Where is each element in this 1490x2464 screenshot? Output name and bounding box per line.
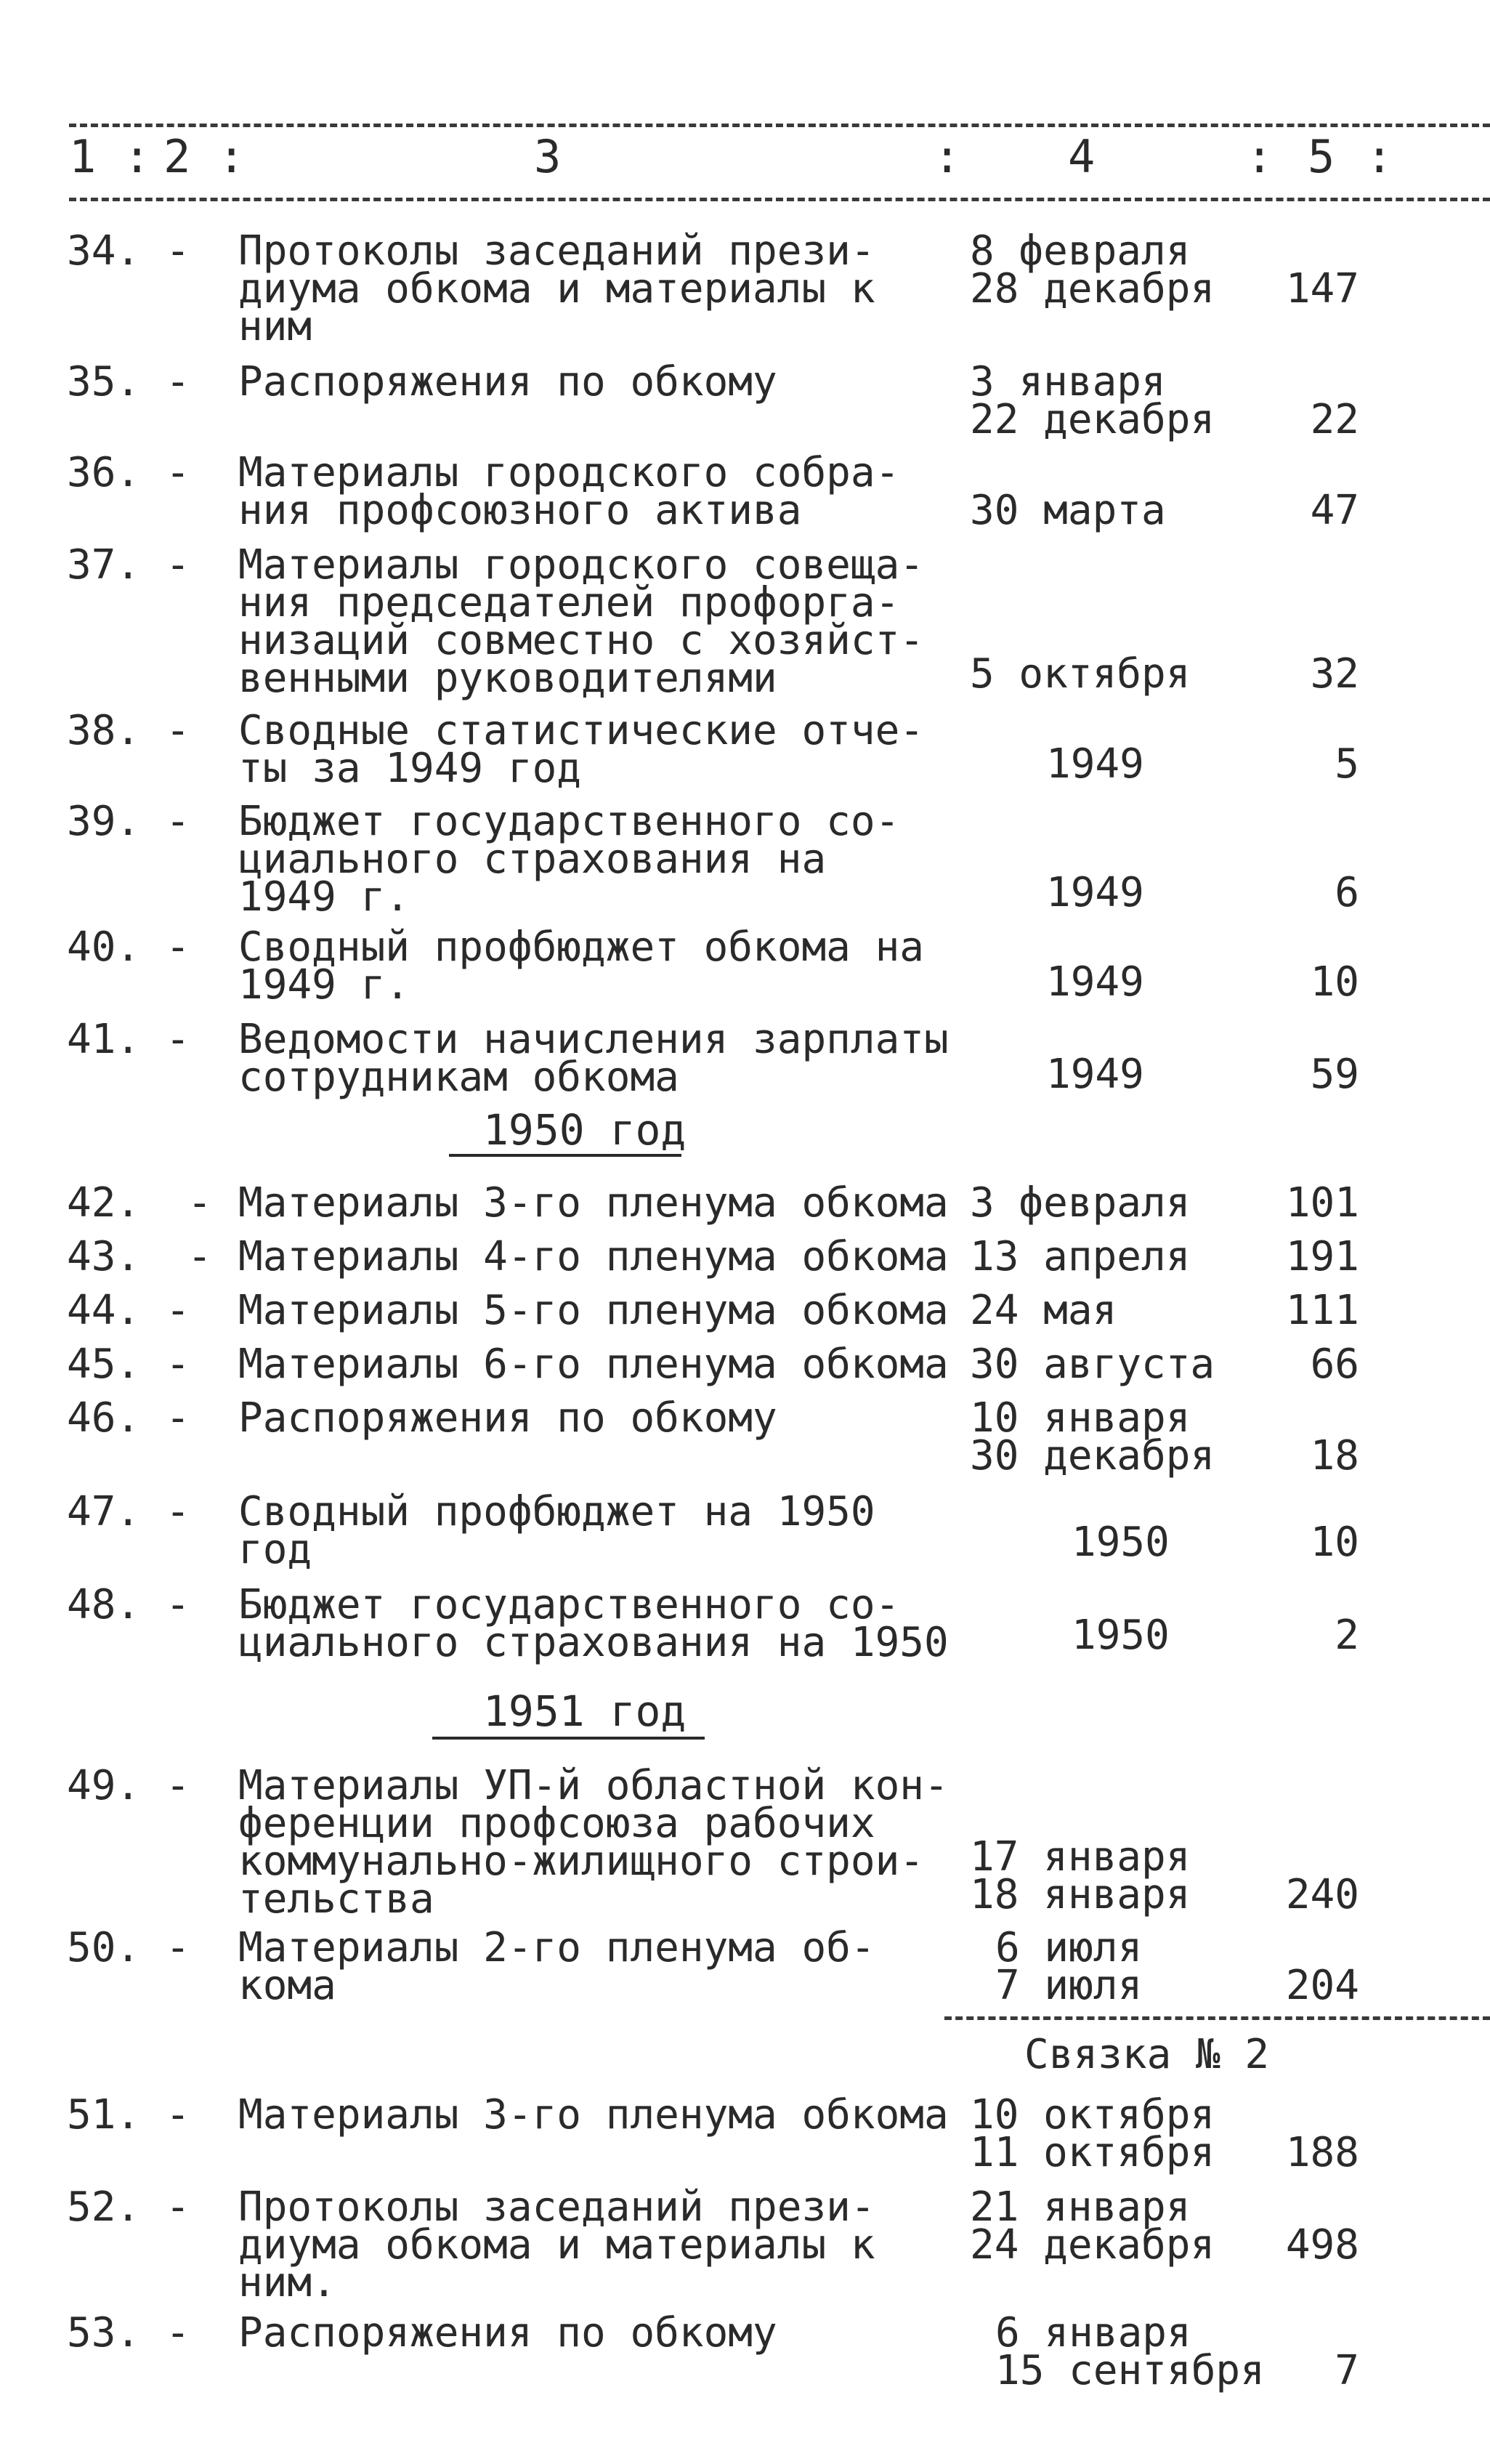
- row-count: 111: [1285, 1287, 1359, 1334]
- row-dates: 13 апреля: [970, 1233, 1191, 1280]
- row-number: 41.: [67, 1016, 141, 1063]
- row-dates: 1949: [1046, 1051, 1144, 1098]
- row-number: 49.: [67, 1762, 141, 1809]
- row-count: 10: [1310, 958, 1359, 1006]
- row-title: Материалы 6-го пленума обкома: [238, 1341, 949, 1388]
- row-title: Материалы 2-го пленума об- кома: [238, 1924, 875, 2009]
- row-number: 52.: [67, 2184, 141, 2231]
- bundle-label: Связка № 2: [1024, 2031, 1270, 2078]
- row-dates: 1949: [1046, 958, 1144, 1006]
- row-dash: -: [166, 707, 190, 754]
- row-dash: -: [166, 924, 190, 971]
- year-underline: [432, 1737, 705, 1740]
- row-dates: 1950: [1072, 1519, 1170, 1566]
- row-title: Материалы УП-й областной кон- ференции профсоюза рабочих коммунально-жилищного строи- тельства: [238, 1762, 949, 1923]
- row-count: 240: [1285, 1871, 1359, 1918]
- header-top-rule: [69, 124, 1490, 127]
- row-dash: -: [166, 1762, 190, 1809]
- row-number: 40.: [67, 924, 141, 971]
- row-title: Распоряжения по обкому: [238, 358, 777, 405]
- row-dash: -: [166, 358, 190, 405]
- row-dates: 6 июля 7 июля: [995, 1924, 1143, 2009]
- row-title: Распоряжения по обкому: [238, 2309, 777, 2356]
- header-col-4: 4: [1068, 130, 1096, 183]
- row-dash: -: [166, 1924, 190, 1971]
- row-count: 5: [1335, 740, 1359, 788]
- row-number: 34.: [67, 227, 141, 275]
- row-number: 45.: [67, 1341, 141, 1388]
- row-dash: -: [166, 1488, 190, 1535]
- row-number: 42.: [67, 1179, 141, 1227]
- row-dates: 3 января 22 декабря: [970, 358, 1215, 443]
- row-title: Материалы 3-го пленума обкома: [238, 2091, 949, 2138]
- row-title: Материалы 4-го пленума обкома: [238, 1233, 949, 1280]
- row-number: 43.: [67, 1233, 141, 1280]
- row-dash: -: [187, 1233, 212, 1280]
- row-dates: 10 января 30 декабря: [970, 1394, 1215, 1479]
- row-dates: 6 января 15 сентября: [995, 2309, 1265, 2394]
- row-count: 188: [1285, 2129, 1359, 2176]
- row-dates: 30 марта: [970, 487, 1166, 534]
- row-count: 2: [1335, 1612, 1359, 1659]
- row-count: 47: [1310, 487, 1359, 534]
- row-dates: 17 января 18 января: [970, 1833, 1191, 1918]
- row-count: 191: [1285, 1233, 1359, 1280]
- row-count: 22: [1310, 396, 1359, 443]
- header-bottom-rule: [69, 198, 1490, 201]
- row-dash: -: [166, 449, 190, 496]
- bundle-rule: [944, 2016, 1490, 2020]
- row-dash: -: [166, 2184, 190, 2231]
- row-title: Сводные статистические отче- ты за 1949 год: [238, 707, 925, 792]
- row-number: 38.: [67, 707, 141, 754]
- row-number: 50.: [67, 1924, 141, 1971]
- row-number: 47.: [67, 1488, 141, 1535]
- row-number: 37.: [67, 541, 141, 589]
- row-dash: -: [166, 1581, 190, 1628]
- row-count: 204: [1285, 1962, 1359, 2009]
- row-number: 44.: [67, 1287, 141, 1334]
- row-dash: -: [166, 798, 190, 845]
- row-dash: -: [166, 227, 190, 275]
- header-sep: :: [124, 130, 151, 183]
- header-sep: :: [1246, 130, 1274, 183]
- year-heading-1950: 1950 год: [483, 1105, 687, 1155]
- row-count: 66: [1310, 1341, 1359, 1388]
- row-title: Протоколы заседаний прези- диума обкома и материалы к ним: [238, 227, 875, 350]
- row-number: 39.: [67, 798, 141, 845]
- row-dates: 10 октября 11 октября: [970, 2091, 1215, 2176]
- row-dash: -: [187, 1179, 212, 1227]
- row-title: Сводный профбюджет на 1950 год: [238, 1488, 875, 1573]
- row-count: 147: [1285, 265, 1359, 312]
- row-title: Материалы 3-го пленума обкома: [238, 1179, 949, 1227]
- row-count: 7: [1335, 2347, 1359, 2394]
- row-number: 35.: [67, 358, 141, 405]
- row-dash: -: [166, 2091, 190, 2138]
- row-title: Бюджет государственного со- циального страхования на 1949 г.: [238, 798, 900, 921]
- row-number: 51.: [67, 2091, 141, 2138]
- row-title: Распоряжения по обкому: [238, 1394, 777, 1442]
- row-dash: -: [166, 2309, 190, 2356]
- row-dates: 3 февраля: [970, 1179, 1191, 1227]
- row-dates: 30 августа: [970, 1341, 1215, 1388]
- row-dash: -: [166, 1394, 190, 1442]
- header-col-1: 1: [69, 130, 97, 183]
- row-number: 36.: [67, 449, 141, 496]
- row-title: Материалы 5-го пленума обкома: [238, 1287, 949, 1334]
- row-title: Бюджет государственного со- циального страхования на 1950: [238, 1581, 949, 1666]
- row-number: 46.: [67, 1394, 141, 1442]
- row-title: Сводный профбюджет обкома на 1949 г.: [238, 924, 925, 1009]
- row-dates: 24 мая: [970, 1287, 1117, 1334]
- row-dash: -: [166, 1016, 190, 1063]
- row-count: 10: [1310, 1519, 1359, 1566]
- row-dates: 8 февраля 28 декабря: [970, 227, 1215, 312]
- row-dash: -: [166, 1341, 190, 1388]
- row-count: 18: [1310, 1432, 1359, 1479]
- row-number: 53.: [67, 2309, 141, 2356]
- row-count: 59: [1310, 1051, 1359, 1098]
- row-count: 6: [1335, 869, 1359, 916]
- row-dates: 1949: [1046, 869, 1144, 916]
- row-title: Материалы городского собра- ния профсоюзного актива: [238, 449, 900, 534]
- row-title: Материалы городского совеща- ния председателей профорга- низаций совместно с хозяйст- венными руководителями: [238, 541, 925, 702]
- row-count: 32: [1310, 650, 1359, 698]
- row-title: Протоколы заседаний прези- диума обкома и материалы к ним.: [238, 2184, 875, 2306]
- header-col-2: 2: [163, 130, 191, 183]
- row-dash: -: [166, 541, 190, 589]
- header-sep: :: [934, 130, 961, 183]
- row-number: 48.: [67, 1581, 141, 1628]
- header-sep: :: [218, 130, 246, 183]
- row-dates: 21 января 24 декабря: [970, 2184, 1215, 2269]
- row-title: Ведомости начисления зарплаты сотрудникам обкома: [238, 1016, 949, 1101]
- header-col-5: 5: [1308, 130, 1335, 183]
- year-heading-1951: 1951 год: [483, 1687, 687, 1736]
- header-sep: :: [1366, 130, 1393, 183]
- row-dates: 5 октября: [970, 650, 1191, 698]
- row-count: 101: [1285, 1179, 1359, 1227]
- row-dates: 1950: [1072, 1612, 1170, 1659]
- row-dash: -: [166, 1287, 190, 1334]
- header-col-3: 3: [534, 130, 562, 183]
- row-count: 498: [1285, 2221, 1359, 2269]
- year-underline: [449, 1154, 681, 1157]
- row-dates: 1949: [1046, 740, 1144, 788]
